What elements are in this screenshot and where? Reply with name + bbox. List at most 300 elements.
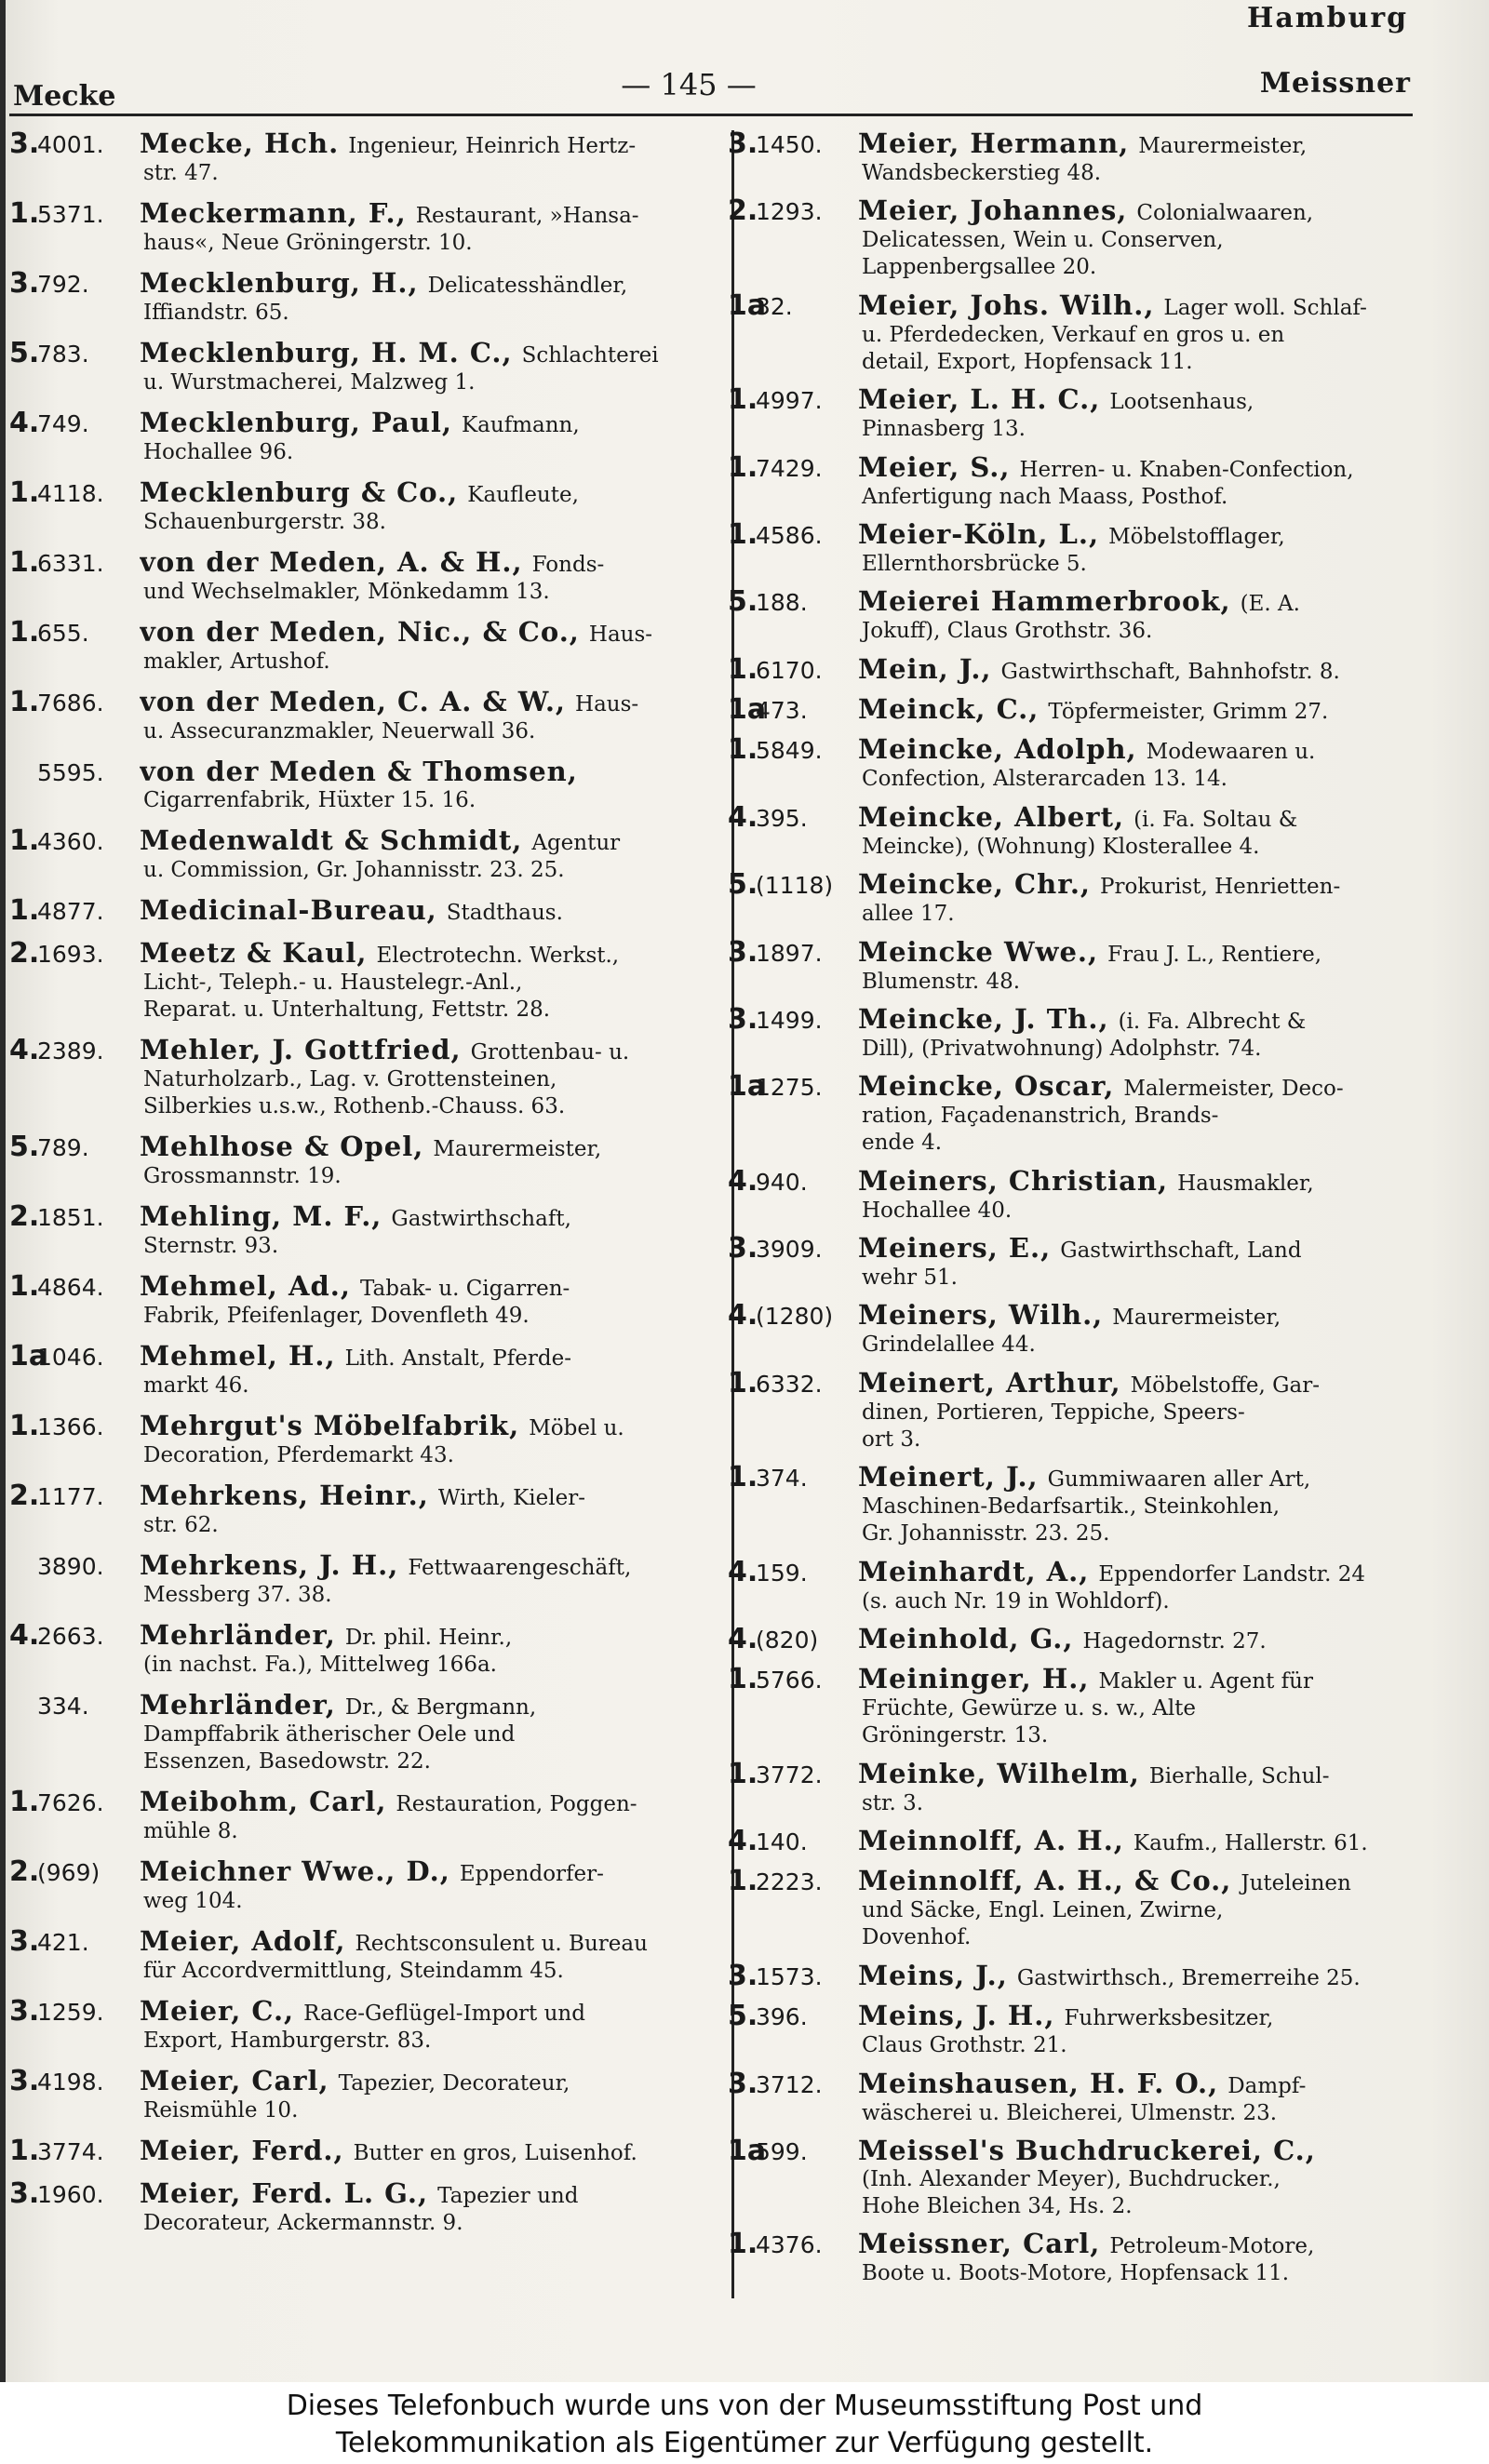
subscriber-name: Meinhold, G., xyxy=(858,1625,1074,1654)
phone-number xyxy=(9,2137,140,2166)
phone-number xyxy=(9,1995,140,2028)
entry-first-line xyxy=(9,337,698,369)
entry-continuation: u. Commission, Gr. Johannisstr. 23. 25. xyxy=(143,858,565,882)
phone-number xyxy=(728,1070,858,1104)
phone-number xyxy=(728,1366,858,1399)
exchange-code: 1. xyxy=(9,476,40,509)
entry-first-line xyxy=(728,585,1420,619)
subscriber-name: Mehrgut's Möbelfabrik, xyxy=(140,1413,520,1441)
entry-first-line xyxy=(9,758,698,787)
entry-continuation: und Säcke, Engl. Leinen, Zwirne, xyxy=(862,1898,1224,1923)
entry-continuation: str. 47. xyxy=(143,161,219,185)
subscriber-name: Mehmel, H., xyxy=(140,1343,336,1372)
phone-number xyxy=(9,2065,140,2097)
entry-continuation: Decorateur, Ackermannstr. 9. xyxy=(143,2211,463,2235)
phone-number xyxy=(9,1034,140,1066)
line-number: 3890. xyxy=(37,1553,104,1580)
directory-entry xyxy=(728,800,1420,861)
entry-first-line xyxy=(728,1232,1420,1265)
subscriber-name: Meibohm, Carl, xyxy=(140,1788,387,1817)
header-city: Hamburg xyxy=(1247,2,1409,34)
entry-first-line xyxy=(728,2067,1420,2100)
directory-entry xyxy=(728,935,1420,996)
phone-number xyxy=(9,1410,140,1442)
exchange-code: 1. xyxy=(9,2135,40,2167)
line-number: 655. xyxy=(37,620,89,647)
exchange-code: 2. xyxy=(9,937,40,970)
entry-detail: Wirth, Kieler- xyxy=(437,1486,585,1510)
line-number: 2223. xyxy=(756,1868,823,1896)
subscriber-name: von der Meden, C. A. & W., xyxy=(140,689,567,717)
directory-entry xyxy=(9,476,698,536)
entry-first-line xyxy=(728,450,1420,484)
subscriber-name: Meincke, Chr., xyxy=(858,871,1092,901)
entry-continuation: Gr. Johannisstr. 23. 25. xyxy=(862,1521,1110,1547)
entry-detail: Rechtsconsulent u. Bureau xyxy=(355,1932,648,1956)
directory-entry xyxy=(9,1619,698,1679)
directory-entry xyxy=(9,937,698,1024)
subscriber-name: Meier, C., xyxy=(140,1998,295,2027)
directory-entry xyxy=(9,1552,698,1609)
subscriber-name: Meiners, Christian, xyxy=(858,1167,1169,1197)
phone-number xyxy=(9,127,140,160)
subscriber-name: Mecke, Hch. xyxy=(140,130,340,159)
phone-number xyxy=(728,2230,858,2259)
line-number: 5371. xyxy=(37,201,104,228)
line-number: 4118. xyxy=(37,480,104,507)
subscriber-name: Meinshausen, H. F. O., xyxy=(858,2069,1219,2099)
phone-number xyxy=(728,2002,858,2031)
line-number: 599. xyxy=(756,2137,808,2165)
subscriber-name: Meier-Köln, L., xyxy=(858,520,1100,550)
phone-number xyxy=(728,935,858,969)
subscriber-name: Mecklenburg, H., xyxy=(140,270,419,299)
directory-entry xyxy=(728,733,1420,793)
entry-continuation: Hohe Bleichen 34, Hs. 2. xyxy=(862,2193,1133,2218)
directory-entry xyxy=(728,1555,1420,1615)
entry-first-line xyxy=(9,1410,698,1442)
entry-detail: Colonialwaaren, xyxy=(1136,201,1314,226)
exchange-code: 3. xyxy=(728,1959,758,1992)
entry-continuation: Pinnasberg 13. xyxy=(862,417,1026,442)
entry-first-line xyxy=(9,1482,698,1512)
entry-continuation: für Accordvermittlung, Steindamm 45. xyxy=(143,1959,564,1983)
exchange-code: 3. xyxy=(9,267,40,300)
line-number: 1046. xyxy=(37,1344,104,1371)
entry-detail: Lootsenhaus, xyxy=(1109,390,1254,415)
exchange-code: 3. xyxy=(728,1002,758,1036)
phone-number xyxy=(728,517,858,551)
entry-first-line xyxy=(728,1002,1420,1036)
entry-continuation: Naturholzarb., Lag. v. Grottensteinen, xyxy=(143,1067,557,1091)
entry-first-line xyxy=(728,652,1420,686)
entry-continuation: Licht-, Teleph.- u. Haustelegr.-Anl., xyxy=(143,971,523,995)
entry-continuation: Früchte, Gewürze u. s. w., Alte xyxy=(862,1696,1197,1721)
entry-detail: Hausmakler, xyxy=(1177,1171,1314,1196)
line-number: 1259. xyxy=(37,1999,104,2026)
subscriber-name: Meiners, Wilh., xyxy=(858,1302,1104,1332)
directory-entry xyxy=(9,1200,698,1260)
directory-entry xyxy=(9,1995,698,2055)
phone-number xyxy=(728,733,858,767)
entry-detail: Fonds- xyxy=(531,553,605,577)
phone-number xyxy=(728,450,858,484)
entry-first-line xyxy=(728,868,1420,902)
entry-detail: Herren- u. Knaben-Confection, xyxy=(1019,457,1354,482)
line-number: 4586. xyxy=(756,521,823,549)
phone-number xyxy=(9,1788,140,1817)
subscriber-name: Meinnolff, A. H., & Co., xyxy=(858,1868,1232,1897)
entry-first-line xyxy=(728,383,1420,417)
directory-entry xyxy=(9,2065,698,2124)
entry-detail: Gastwirthschaft, Bahnhofstr. 8. xyxy=(1000,659,1340,684)
entry-first-line xyxy=(728,733,1420,767)
exchange-code: 5. xyxy=(728,868,758,902)
subscriber-name: Meichner Wwe., D., xyxy=(140,1858,450,1887)
subscriber-name: Meinke, Wilhelm, xyxy=(858,1760,1140,1789)
exchange-code: 1. xyxy=(9,686,40,718)
exchange-code: 3. xyxy=(728,2067,758,2100)
entry-detail: Gastwirthschaft, Land xyxy=(1060,1239,1302,1263)
entry-detail: Restaurant, »Hansa- xyxy=(415,204,639,228)
entry-detail: Gummiwaaren aller Art, xyxy=(1047,1467,1311,1493)
exchange-code: 1. xyxy=(9,546,40,579)
entry-detail: Möbel u. xyxy=(529,1416,624,1440)
entry-continuation: Iffiandstr. 65. xyxy=(143,301,289,325)
entry-continuation: Reismühle 10. xyxy=(143,2098,299,2123)
exchange-code: 4. xyxy=(9,1619,40,1652)
line-number: 1693. xyxy=(37,941,104,968)
line-number: 749. xyxy=(37,410,89,437)
line-number: 5766. xyxy=(756,1667,823,1694)
entry-first-line xyxy=(9,409,698,439)
entry-detail: Maurermeister, xyxy=(1138,134,1308,158)
entry-detail: Eppendorfer Landstr. 24 xyxy=(1098,1561,1365,1587)
entry-continuation: Confection, Alsterarcaden 13. 14. xyxy=(862,767,1227,792)
phone-number xyxy=(728,693,858,726)
directory-entry xyxy=(728,2002,1420,2059)
entry-continuation: Maschinen-Bedarfsartik., Steinkohlen, xyxy=(862,1494,1281,1520)
entry-detail: Gastwirthschaft, xyxy=(391,1207,571,1231)
entry-first-line xyxy=(728,1959,1420,1992)
entry-continuation: u. Pferdedecken, Verkauf en gros u. en xyxy=(862,322,1285,347)
phone-number xyxy=(9,1200,140,1233)
entry-continuation: u. Assecuranzmakler, Neuerwall 36. xyxy=(143,719,536,743)
subscriber-name: Meincke, Adolph, xyxy=(858,736,1137,766)
phone-number xyxy=(9,1270,140,1303)
exchange-code: 1a xyxy=(728,2134,767,2167)
line-number: 2389. xyxy=(37,1038,104,1065)
entry-first-line xyxy=(9,1692,698,1721)
subscriber-name: Mein, J., xyxy=(858,655,992,685)
entry-first-line xyxy=(728,935,1420,969)
entry-first-line xyxy=(9,686,698,718)
exchange-code: 2. xyxy=(9,1480,40,1512)
line-number: 473. xyxy=(756,697,808,724)
subscriber-name: Meier, Ferd., xyxy=(140,2137,344,2166)
entry-first-line xyxy=(9,1340,698,1373)
entry-detail: Haus- xyxy=(575,692,639,716)
directory-entry xyxy=(728,194,1420,281)
exchange-code: 1. xyxy=(9,894,40,927)
entry-continuation: Cigarrenfabrik, Hüxter 15. 16. xyxy=(143,788,476,812)
directory-entry xyxy=(728,1663,1420,1749)
exchange-code: 3. xyxy=(9,2177,40,2210)
phone-number xyxy=(728,1555,858,1588)
line-number: 3774. xyxy=(37,2138,104,2165)
line-number: 396. xyxy=(756,2003,808,2031)
phone-number xyxy=(9,616,140,649)
exchange-code: 4. xyxy=(728,1299,758,1332)
entry-detail: Restauration, Poggen- xyxy=(396,1792,637,1816)
exchange-code: 5. xyxy=(728,2000,758,2033)
subscriber-name: Medicinal-Bureau, xyxy=(140,897,437,926)
entry-detail: Grottenbau- u. xyxy=(470,1040,630,1065)
phone-number xyxy=(728,585,858,619)
entry-first-line xyxy=(9,1034,698,1066)
entry-first-line xyxy=(9,476,698,509)
entry-first-line xyxy=(9,267,698,300)
phone-number xyxy=(728,1757,858,1790)
entry-detail: Tapezier und xyxy=(437,2184,579,2208)
entry-first-line xyxy=(9,1925,698,1958)
directory-entry xyxy=(9,1133,698,1190)
entry-first-line xyxy=(728,517,1420,551)
entry-detail: Schlachterei xyxy=(521,343,659,368)
entry-continuation: Hochallee 96. xyxy=(143,440,294,464)
entry-detail: Fettwaarengeschäft, xyxy=(408,1556,632,1580)
directory-entry xyxy=(9,337,698,396)
subscriber-name: Meier, S., xyxy=(858,453,1011,483)
entry-first-line xyxy=(9,1855,698,1888)
subscriber-name: Meier, Johs. Wilh., xyxy=(858,291,1155,321)
line-number: 159. xyxy=(756,1559,808,1587)
entry-detail: Fuhrwerksbesitzer, xyxy=(1064,2006,1274,2031)
entry-detail: (i. Fa. Albrecht & xyxy=(1118,1009,1307,1034)
line-number: 395. xyxy=(756,804,808,832)
entry-detail: Maurermeister, xyxy=(433,1137,602,1161)
entry-continuation: Delicatessen, Wein u. Conserven, xyxy=(862,228,1224,253)
line-number: 4877. xyxy=(37,898,104,925)
phone-number xyxy=(728,383,858,417)
entry-detail: Agentur xyxy=(531,831,621,855)
subscriber-name: Meier, Hermann, xyxy=(858,130,1130,159)
entry-first-line xyxy=(728,1622,1420,1655)
exchange-code: 4. xyxy=(728,1555,758,1588)
entry-first-line xyxy=(728,288,1420,322)
line-number: 4376. xyxy=(756,2231,823,2259)
entry-detail: Delicatesshändler, xyxy=(427,274,628,298)
entry-first-line xyxy=(728,800,1420,834)
exchange-code: 1a xyxy=(728,288,767,322)
entry-first-line xyxy=(9,1995,698,2028)
phone-number xyxy=(728,1622,858,1655)
subscriber-name: Mecklenburg, Paul, xyxy=(140,409,452,438)
phone-number xyxy=(9,546,140,579)
subscriber-name: Mehlhose & Opel, xyxy=(140,1133,424,1162)
subscriber-name: Meier, Adolf, xyxy=(140,1928,346,1957)
line-number: 4198. xyxy=(37,2069,104,2096)
line-number: 783. xyxy=(37,341,89,368)
entry-continuation: makler, Artushof. xyxy=(143,649,330,674)
phone-number xyxy=(9,1340,140,1373)
exchange-code: 3. xyxy=(9,2065,40,2097)
subscriber-name: Meinnolff, A. H., xyxy=(858,1828,1124,1856)
line-number: 32. xyxy=(756,292,793,320)
entry-continuation: wäscherei u. Bleicherei, Ulmenstr. 23. xyxy=(862,2100,1278,2125)
exchange-code: 1a xyxy=(728,693,767,726)
directory-entry xyxy=(9,1270,698,1330)
line-number: 1275. xyxy=(756,1074,823,1102)
exchange-code: 1. xyxy=(9,197,40,230)
line-number: 3772. xyxy=(756,1761,823,1788)
subscriber-name: Meincke, J. Th., xyxy=(858,1005,1109,1035)
exchange-code: 1. xyxy=(9,1786,40,1818)
entry-detail: Juteleinen xyxy=(1241,1871,1351,1896)
exchange-code: 2. xyxy=(9,1855,40,1888)
exchange-code: 1. xyxy=(728,1663,758,1696)
phone-number xyxy=(728,1825,858,1857)
entry-detail: (i. Fa. Soltau & xyxy=(1134,807,1298,832)
right-column xyxy=(728,127,1420,2298)
line-number: 1293. xyxy=(756,198,823,226)
subscriber-name: Meckermann, F., xyxy=(140,200,407,229)
entry-detail: Töpfermeister, Grimm 27. xyxy=(1048,700,1329,724)
line-number: 374. xyxy=(756,1465,808,1493)
entry-continuation: Essenzen, Basedowstr. 22. xyxy=(143,1749,431,1774)
exchange-code: 3. xyxy=(9,1925,40,1958)
entry-first-line xyxy=(728,194,1420,228)
phone-number xyxy=(728,127,858,160)
footer-line-2: Telekommunikation als Eigentümer zur Verfügung gestellt. xyxy=(335,2427,1154,2459)
line-number: 334. xyxy=(37,1693,89,1720)
line-number: 1177. xyxy=(37,1483,104,1510)
phone-number xyxy=(9,1925,140,1958)
entry-continuation: Fabrik, Pfeifenlager, Dovenfleth 49. xyxy=(143,1304,530,1328)
entry-detail: Kaufmann, xyxy=(461,413,580,437)
directory-entry xyxy=(728,868,1420,928)
entry-detail: Kaufm., Hallerstr. 61. xyxy=(1133,1831,1368,1855)
entry-first-line xyxy=(9,1619,698,1652)
subscriber-name: Mehrländer, xyxy=(140,1692,336,1721)
exchange-code: 1. xyxy=(9,616,40,649)
entry-continuation: Jokuff), Claus Grothstr. 36. xyxy=(862,619,1153,644)
exchange-code: 1. xyxy=(728,1757,758,1790)
exchange-code: 3. xyxy=(9,127,40,160)
exchange-code: 5. xyxy=(9,337,40,369)
header-rule xyxy=(9,114,1413,116)
entry-continuation: (in nachst. Fa.), Mittelweg 166a. xyxy=(143,1653,497,1677)
entry-continuation: str. 3. xyxy=(862,1790,924,1815)
page-number: — 145 — xyxy=(621,67,757,102)
subscriber-name: Meincke, Albert, xyxy=(858,803,1125,833)
entry-detail: Stadthaus. xyxy=(446,901,563,925)
entry-first-line xyxy=(9,127,698,160)
subscriber-name: Meier, L. H. C., xyxy=(858,386,1101,416)
line-number: 789. xyxy=(37,1134,89,1161)
line-number: 1851. xyxy=(37,1204,104,1231)
subscriber-name: Mehrländer, xyxy=(140,1622,336,1651)
phone-number xyxy=(9,1553,140,1581)
line-number: (820) xyxy=(756,1626,819,1654)
entry-detail: Möbelstoffe, Gar- xyxy=(1130,1373,1320,1398)
directory-entry xyxy=(728,1299,1420,1359)
phone-number xyxy=(728,2134,858,2167)
directory-entry xyxy=(9,1410,698,1469)
directory-entry xyxy=(9,267,698,327)
entry-continuation: Grindelallee 44. xyxy=(862,1332,1036,1358)
subscriber-name: Mehmel, Ad., xyxy=(140,1273,351,1302)
phone-number xyxy=(728,1461,858,1494)
entry-continuation: Grossmannstr. 19. xyxy=(143,1164,342,1188)
entry-continuation: (s. auch Nr. 19 in Wohldorf). xyxy=(862,1588,1170,1614)
subscriber-name: Meininger, H., xyxy=(858,1666,1090,1695)
entry-continuation: allee 17. xyxy=(862,902,955,927)
phone-number xyxy=(728,1232,858,1265)
directory-entry xyxy=(728,2067,1420,2127)
directory-entry xyxy=(728,1622,1420,1655)
phone-number xyxy=(728,1865,858,1898)
directory-entry xyxy=(728,1865,1420,1951)
phone-number xyxy=(728,800,858,834)
phone-number xyxy=(9,267,140,300)
entry-continuation: Reparat. u. Unterhaltung, Fettstr. 28. xyxy=(143,998,551,1022)
entry-first-line xyxy=(9,937,698,970)
directory-entry xyxy=(9,1692,698,1775)
exchange-code: 1. xyxy=(9,824,40,857)
directory-entry xyxy=(9,1925,698,1985)
subscriber-name: Meissner, Carl, xyxy=(858,2230,1101,2260)
exchange-code: 2. xyxy=(728,194,758,228)
entry-detail: Kaufleute, xyxy=(467,483,579,507)
phone-number xyxy=(728,1002,858,1036)
entry-continuation: ende 4. xyxy=(862,1131,943,1156)
phone-number xyxy=(9,824,140,857)
subscriber-name: Meinert, J., xyxy=(858,1464,1039,1493)
exchange-code: 1a xyxy=(9,1340,48,1373)
line-number: (969) xyxy=(37,1859,101,1886)
phone-number xyxy=(728,652,858,686)
header-left-keyword: Mecke xyxy=(13,80,116,113)
subscriber-name: von der Meden, A. & H., xyxy=(140,549,523,578)
phone-number xyxy=(728,1299,858,1332)
entry-first-line xyxy=(728,1299,1420,1332)
entry-first-line xyxy=(728,693,1420,726)
directory-entry xyxy=(9,546,698,606)
entry-continuation: haus«, Neue Gröningerstr. 10. xyxy=(143,231,473,255)
directory-entry xyxy=(728,652,1420,686)
directory-entry xyxy=(728,585,1420,645)
exchange-code: 4. xyxy=(9,407,40,439)
entry-first-line xyxy=(9,1133,698,1163)
entry-first-line xyxy=(728,2002,1420,2032)
directory-entry xyxy=(9,2137,698,2167)
exchange-code: 1. xyxy=(728,517,758,551)
line-number: 7429. xyxy=(756,454,823,482)
directory-entry xyxy=(9,409,698,466)
subscriber-name: Mehrkens, Heinr., xyxy=(140,1482,429,1511)
exchange-code: 2. xyxy=(9,1200,40,1233)
entry-detail: Haus- xyxy=(588,623,653,647)
exchange-code: 1. xyxy=(9,1270,40,1303)
entry-first-line xyxy=(728,1461,1420,1494)
entry-continuation: (Inh. Alexander Meyer), Buchdrucker., xyxy=(862,2166,1281,2191)
entry-first-line xyxy=(728,2134,1420,2167)
entry-detail: Bierhalle, Schul- xyxy=(1148,1763,1330,1788)
entry-first-line xyxy=(728,1555,1420,1588)
entry-detail: Lager woll. Schlaf- xyxy=(1163,295,1367,320)
entry-continuation: mühle 8. xyxy=(143,1819,238,1843)
